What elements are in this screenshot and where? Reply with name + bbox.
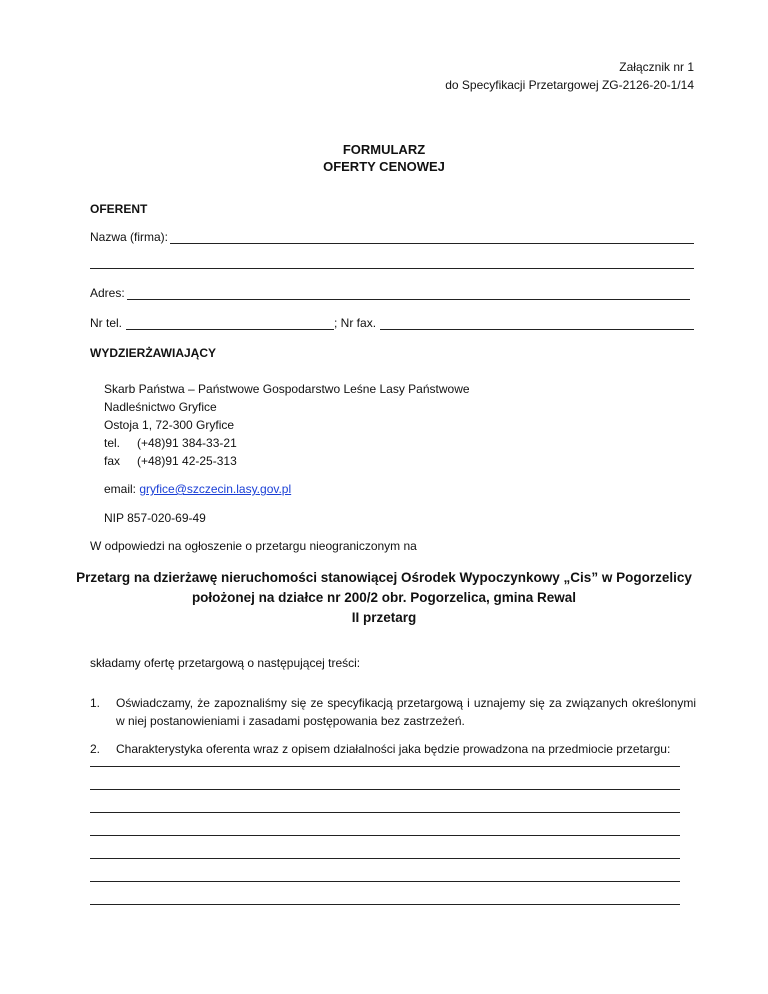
offer-intro: składamy ofertę przetargową o następującej treści:	[90, 656, 361, 670]
lessor-address: Ostoja 1, 72-300 Gryfice	[104, 418, 235, 432]
specification-reference: do Specyfikacji Przetargowej ZG-2126-20-1/14	[445, 78, 694, 92]
lessor-phone-label: tel.	[104, 436, 121, 450]
list-item	[90, 694, 696, 730]
answer-line[interactable]	[90, 835, 680, 836]
lessor-email-label: email:	[104, 482, 137, 496]
lessor-email-link[interactable]: gryfice@szczecin.lasy.gov.pl	[139, 482, 292, 496]
annex-label: Załącznik nr 1	[619, 60, 694, 74]
lessor-phone	[104, 436, 237, 450]
address-label: Adres:	[90, 286, 125, 300]
list-item-text: Oświadczamy, że zapoznaliśmy się ze specyfikacją przetargową i uznajemy się za związanych określonymi w niej postanowieniami i zasadami postępowania bez zastrzeżeń.	[116, 696, 696, 728]
answer-line[interactable]	[90, 881, 680, 882]
lessor-unit: Nadleśnictwo Gryfice	[104, 400, 217, 414]
oferent-heading: OFERENT	[90, 202, 148, 216]
name-label: Nazwa (firma):	[90, 230, 169, 244]
name-field-row	[90, 230, 694, 244]
lessor-heading: WYDZIERŻAWIAJĄCY	[90, 346, 216, 360]
lessor-fax	[104, 454, 237, 468]
intro-text: W odpowiedzi na ogłoszenie o przetargu nieograniczonym na	[90, 539, 417, 553]
lessor-fax-value: (+48)91 42-25-313	[137, 454, 237, 468]
name-input-line[interactable]	[170, 231, 694, 244]
answer-line[interactable]	[90, 858, 680, 859]
list-item	[90, 740, 696, 758]
list-item-number: 1.	[90, 696, 101, 710]
address-field-row	[90, 286, 690, 300]
answer-line[interactable]	[90, 812, 680, 813]
lessor-fax-label: fax	[104, 454, 121, 468]
fax-input-line[interactable]	[380, 317, 694, 330]
form-title: FORMULARZ	[342, 142, 426, 157]
answer-line[interactable]	[90, 904, 680, 905]
form-subtitle: OFERTY CENOWEJ	[323, 159, 445, 174]
lessor-phone-value: (+48)91 384-33-21	[137, 436, 237, 450]
tender-subject-line3: II przetarg	[351, 610, 417, 625]
phone-label: Nr tel.	[90, 316, 123, 330]
tender-subject-line2: położonej na działce nr 200/2 obr. Pogorzelica, gmina Rewal	[191, 590, 577, 605]
address-input-line[interactable]	[127, 287, 690, 300]
lessor-name: Skarb Państwa – Państwowe Gospodarstwo Leśne Lasy Państwowe	[104, 382, 470, 396]
list-item-text: Charakterystyka oferenta wraz z opisem działalności jaka będzie prowadzona na przedmiocie przetargu:	[116, 742, 671, 756]
answer-line[interactable]	[90, 766, 680, 767]
name-continuation-line[interactable]	[90, 268, 694, 269]
lessor-nip: NIP 857-020-69-49	[104, 511, 206, 525]
tender-subject-line1: Przetarg na dzierżawę nieruchomości stanowiącej Ośrodek Wypoczynkowy „Cis” w Pogorzelicy	[76, 570, 692, 585]
phone-input-line[interactable]	[126, 317, 334, 330]
list-item-number: 2.	[90, 742, 101, 756]
fax-label: ; Nr fax.	[334, 316, 377, 330]
lessor-email-row	[104, 482, 291, 496]
phone-fax-row	[90, 316, 694, 330]
answer-line[interactable]	[90, 789, 680, 790]
